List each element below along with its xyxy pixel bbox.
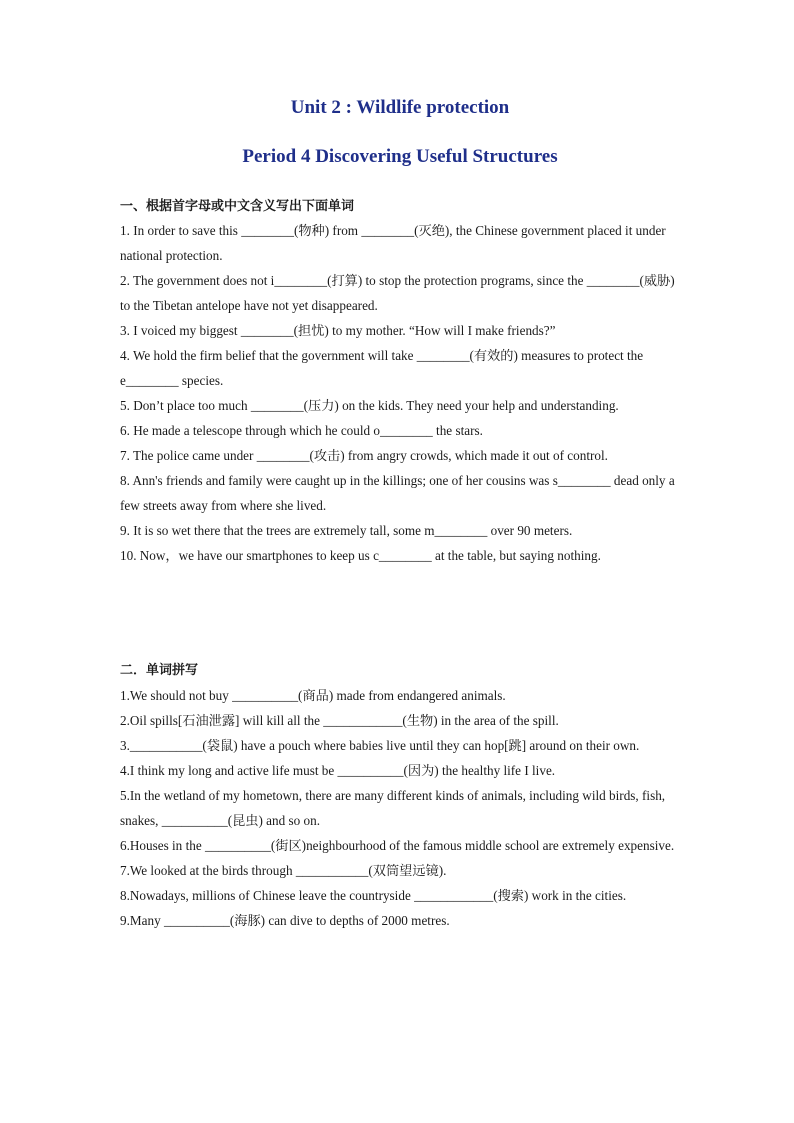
exercise-item: 5.In the wetland of my hometown, there are many different kinds of animals, including wild birds, fish, snakes, __________(昆虫) and so on. (120, 788, 666, 828)
exercise-item: 3.___________(袋鼠) have a pouch where babies live until they can hop[跳] around on their own. (120, 738, 640, 753)
section-2-list (120, 683, 680, 933)
exercise-item: 2.Oil spills[石油泄露] will kill all the ____________(生物) in the area of the spill. (120, 713, 559, 728)
exercise-item: 6. He made a telescope through which he could o________ the stars. (120, 423, 483, 438)
exercise-item: 9. It is so wet there that the trees are extremely tall, some m________ over 90 meters. (120, 523, 573, 538)
exercise-item: 1. In order to save this ________(物种) from ________(灭绝), the Chinese government placed it under national protection. (120, 223, 666, 263)
exercise-item: 7.We looked at the birds through ___________(双筒望远镜). (120, 863, 447, 878)
section-2-heading: 二．单词拼写 (120, 663, 199, 678)
exercise-item: 2. The government does not i________(打算) to stop the protection programs, since the ________(威胁) to the Tibetan antelope have not yet disappeared. (120, 273, 675, 313)
exercise-item: 3. I voiced my biggest ________(担忧) to my mother. “How will I make friends?” (120, 323, 556, 338)
exercise-item: 8. Ann's friends and family were caught up in the killings; one of her cousins was s________ dead only a few streets away from where she lived. (120, 473, 675, 513)
exercise-item: 8.Nowadays, millions of Chinese leave the countryside ____________(搜索) work in the cities. (120, 888, 627, 903)
exercise-item: 4.I think my long and active life must be __________(因为) the healthy life I live. (120, 763, 556, 778)
exercise-item: 5. Don’t place too much ________(压力) on the kids. They need your help and understanding. (120, 398, 619, 413)
exercise-item: 7. The police came under ________(攻击) from angry crowds, which made it out of control. (120, 448, 608, 463)
section-1-heading: 一、根据首字母或中文含义写出下面单词 (120, 199, 355, 214)
exercise-item: 10. Now，we have our smartphones to keep us c________ at the table, but saying nothing. (120, 548, 601, 563)
period-subtitle: Period 4 Discovering Useful Structures (242, 146, 558, 167)
exercise-item: 6.Houses in the __________(街区)neighbourhood of the famous middle school are extremely expensive. (120, 838, 675, 853)
exercise-item: 4. We hold the firm belief that the government will take ________(有效的) measures to protect the e________ species. (120, 348, 644, 388)
unit-title: Unit 2 : Wildlife protection (290, 97, 510, 118)
section-1-list (120, 218, 680, 568)
exercise-item: 1.We should not buy __________(商品) made from endangered animals. (120, 688, 506, 703)
exercise-item: 9.Many __________(海豚) can dive to depths of 2000 metres. (120, 913, 450, 928)
